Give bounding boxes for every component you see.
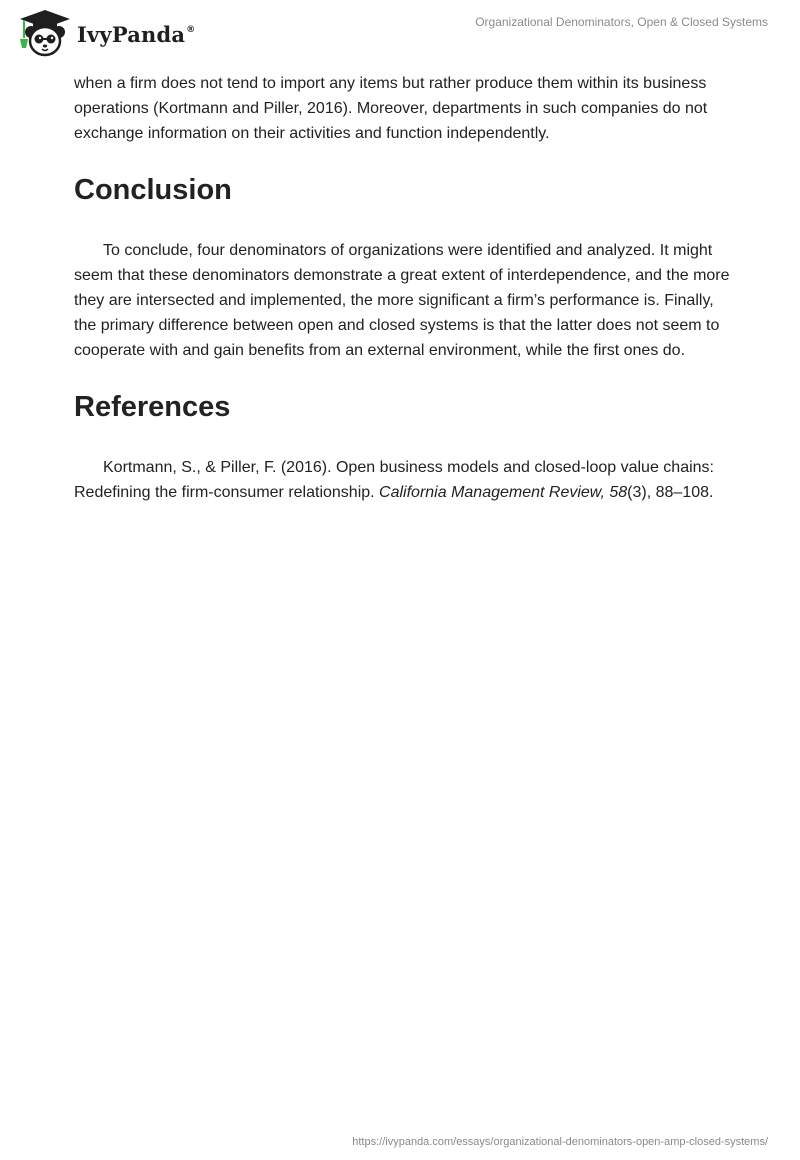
conclusion-heading: Conclusion [74,174,232,206]
references-heading: References [74,391,231,423]
source-url[interactable]: https://ivypanda.com/essays/organizational-denominators-open-amp-closed-systems/ [352,1136,768,1148]
panda-graduate-logo-icon [14,8,76,58]
reference-entry [74,455,734,505]
registered-mark: ® [186,24,196,35]
logo-text: IvyPanda® [77,21,196,47]
reference-volume: 58 [609,484,628,501]
reference-journal: California Management Review, [379,484,605,501]
conclusion-paragraph: To conclude, four denominators of organizations were identified and analyzed. It might seem that these denominators demonstrate a great extent of interdependence, and the more they are intersected and implemented, the more significant a firm’s performance is. Finally, the primary difference between open and closed systems is that the latter does not seem to cooperate with and gain benefits from an external environment, while the first ones do. [74,242,730,359]
document-title: Organizational Denominators, Open & Closed Systems [475,15,768,29]
intro-paragraph: when a firm does not tend to import any items but rather produce them within its business operations (Kortmann and Piller, 2016). Moreover, departments in such companies do not exchange information on their activities and function independently. [74,75,708,142]
ivypanda-logo[interactable] [14,8,195,58]
essay-content [74,71,734,505]
reference-issue-pages: (3), 88–108. [627,484,714,501]
page-header [0,0,800,64]
reference-authors-title: Kortmann, S., & Piller, F. (2016). Open business models and closed-loop value chains: Redefining the firm-consumer relationship. [74,459,714,501]
